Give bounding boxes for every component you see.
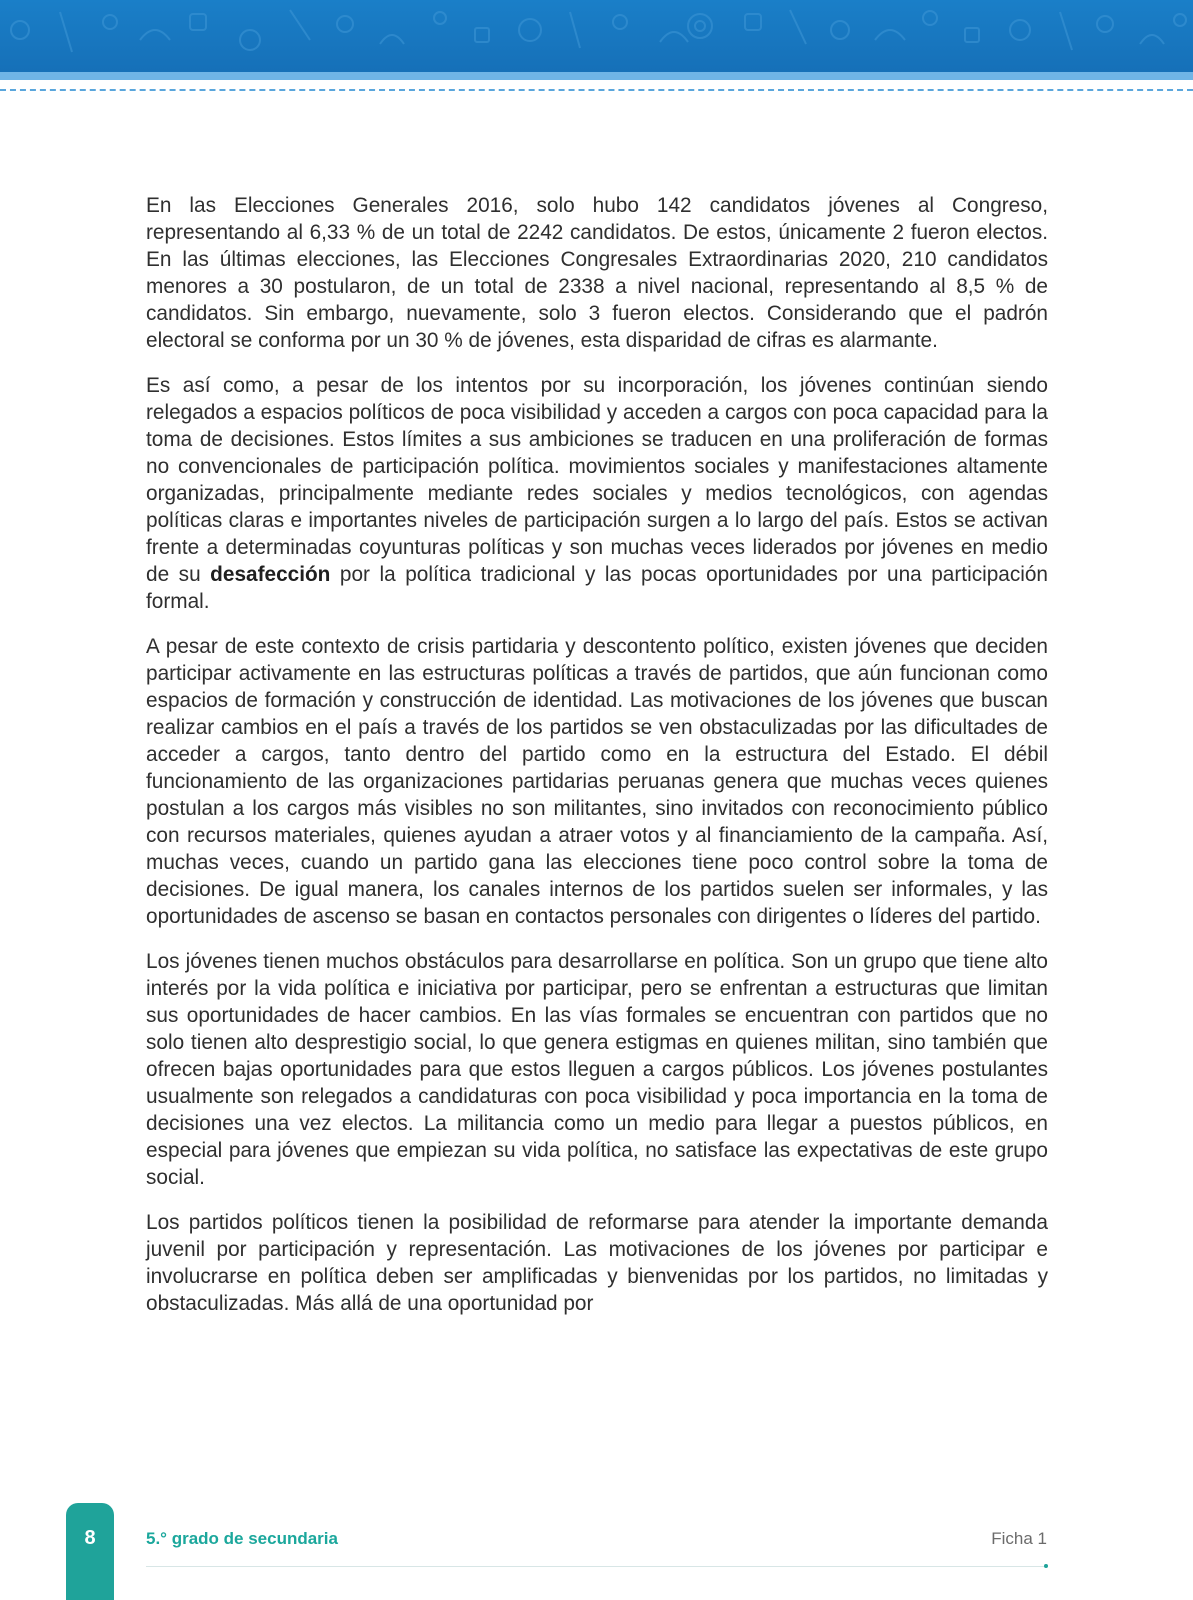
paragraph-5: Los partidos políticos tienen la posibilidad de reformarse para atender la importante demanda juvenil por participación y representación. Las motivaciones de los jóvenes por participar e involucrarse en política deben ser amplificadas y bienvenidas por los partidos, no limitadas y obstaculizadas. Más allá de una oportunidad por — [146, 1211, 1048, 1315]
grade-label: 5.° grado de secundaria — [146, 1529, 338, 1548]
paragraph-2-bold-term: desafección — [210, 563, 331, 586]
body-text — [146, 192, 1048, 1335]
paragraph-1: En las Elecciones Generales 2016, solo hubo 142 candidatos jóvenes al Congreso, representando al 6,33 % de un total de 2242 candidatos. De estos, únicamente 2 fueron electos. En las últimas elecciones, las Elecciones Congresales Extraordinarias 2020, 210 candidatos menores a 30 postularon, de un total de 2338 a nivel nacional, representando al 8,5 % de candidatos. Sin embargo, nuevamente, solo 3 fueron electos. Considerando que el padrón electoral se conforma por un 30 % de jóvenes, esta disparidad de cifras es alarmante. — [146, 194, 1048, 352]
header-band — [0, 0, 1193, 72]
paragraph-2-text-after: por la política tradicional y las pocas oportunidades por una participación formal. — [146, 563, 1048, 613]
page-number-tab — [66, 1503, 114, 1600]
paragraph-3: A pesar de este contexto de crisis partidaria y descontento político, existen jóvenes que deciden participar activamente en las estructuras políticas a través de partidos, que aún funcionan como espacios de formación y construcción de identidad. Las motivaciones de los jóvenes que buscan realizar cambios en el país a través de los partidos se ven obstaculizadas por las dificultades de acceder a cargos, tanto dentro del partido como en la estructura del Estado. El débil funcionamiento de las organizaciones partidarias peruanas genera que muchas veces quienes postulan a los cargos más visibles no son militantes, sino invitados con reconocimiento público con recursos materiales, quienes ayudan a atraer votos y al financiamiento de la campaña. Así, muchas veces, cuando un partido gana las elecciones tiene poco control sobre la toma de decisiones. De igual manera, los canales internos de los partidos suelen ser informales, y las oportunidades de ascenso se basan en contactos personales con dirigentes o líderes del partido. — [146, 635, 1048, 928]
ficha-label: Ficha 1 — [991, 1529, 1047, 1548]
header-dashed-divider — [0, 89, 1193, 91]
page-number: 8 — [84, 1527, 96, 1549]
paragraph-2-text-before: Es así como, a pesar de los intentos por su incorporación, los jóvenes continúan siendo relegados a espacios políticos de poca visibilidad y acceden a cargos con poca capacidad para la toma de decisiones. Estos límites a sus ambiciones se traducen en una proliferación de formas no convencionales de participación política. movimientos sociales y manifestaciones altamente organizadas, principalmente mediante redes sociales y medios tecnológicos, con agendas políticas claras e importantes niveles de participación surgen a lo largo del país. Estos se activan frente a determinadas coyunturas políticas y son muchas veces liderados por jóvenes en medio de su — [146, 374, 1048, 586]
footer-dot — [1044, 1564, 1048, 1568]
paragraph-4: Los jóvenes tienen muchos obstáculos para desarrollarse en política. Son un grupo que tiene alto interés por la vida política e iniciativa por participar, pero se enfrentan a estructuras que limitan sus oportunidades de hacer cambios. En las vías formales se encuentran con partidos que no solo tienen alto desprestigio social, lo que genera estigmas en quienes militan, sino también que ofrecen bajas oportunidades para que estos lleguen a cargos públicos. Los jóvenes postulantes usualmente son relegados a candidaturas con poca visibilidad y poca importancia en la toma de decisiones una vez electos. La militancia como un medio para llegar a puestos públicos, en especial para jóvenes que empiezan su vida política, no satisface las expectativas de este grupo social. — [146, 950, 1048, 1189]
header-band-edge — [0, 72, 1193, 80]
header-doodle-pattern — [0, 0, 1193, 72]
paragraph-2 — [146, 372, 1048, 615]
footer-divider — [146, 1566, 1046, 1567]
